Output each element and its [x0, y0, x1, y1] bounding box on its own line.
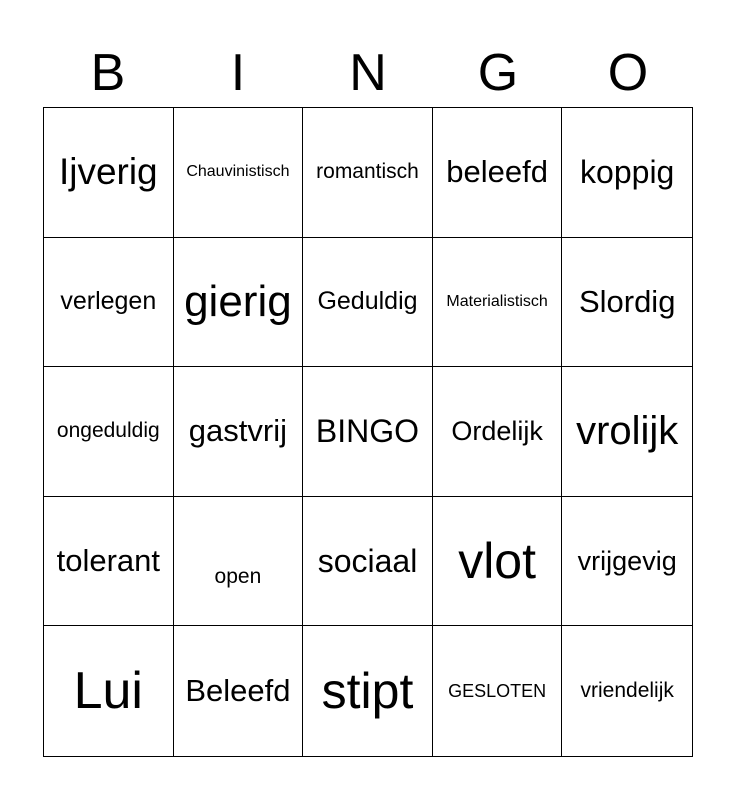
bingo-cell: gierig [174, 238, 304, 368]
bingo-cell: Ijverig [44, 108, 174, 238]
bingo-cell: stipt [303, 626, 433, 756]
bingo-cell: Geduldig [303, 238, 433, 368]
bingo-cell: Ordelijk [433, 367, 563, 497]
bingo-cell: Slordig [562, 238, 692, 368]
bingo-cell: open [174, 497, 304, 627]
bingo-cell: tolerant [44, 497, 174, 627]
free-space-cell: BINGO [303, 367, 433, 497]
bingo-cell: verlegen [44, 238, 174, 368]
header-letter-n: N [349, 44, 387, 102]
bingo-card-grid [43, 107, 693, 757]
bingo-cell: ongeduldig [44, 367, 174, 497]
bingo-cell: Chauvinistisch [174, 108, 304, 238]
bingo-cell: vriendelijk [580, 679, 674, 703]
bingo-cell: gastvrij [174, 367, 304, 497]
bingo-cell: Lui [44, 626, 174, 756]
bingo-cell: vrolijk [562, 367, 692, 497]
header-letter-b: B [90, 44, 126, 102]
bingo-cell: romantisch [303, 108, 433, 238]
bingo-cell: beleefd [433, 108, 563, 238]
header-letter-i: I [230, 44, 246, 102]
bingo-cell: Materialistisch [433, 238, 563, 368]
bingo-cell: vlot [433, 497, 563, 627]
header-letter-o: O [607, 44, 649, 102]
bingo-cell: sociaal [303, 497, 433, 627]
bingo-cell: vrijgevig [562, 497, 692, 627]
header-letter-g: G [477, 44, 519, 102]
bingo-cell: Beleefd [174, 626, 304, 756]
bingo-cell: koppig [562, 108, 692, 238]
bingo-cell: GESLOTEN [433, 626, 563, 756]
bingo-header [43, 40, 693, 106]
